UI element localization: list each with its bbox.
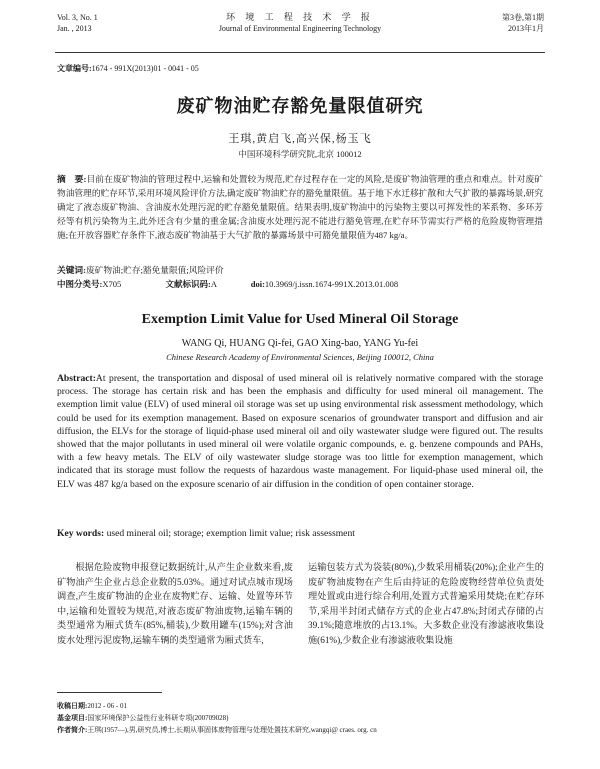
title-en: Exemption Limit Value for Used Mineral Oil Storage xyxy=(141,312,459,327)
classification-line xyxy=(57,278,543,290)
author-label: 作者简介: xyxy=(57,726,88,734)
received-label: 收稿日期: xyxy=(57,702,88,710)
abstract-en-label: Abstract: xyxy=(57,373,96,384)
abstract-cn-text: 目前在废矿物油的管理过程中,运输和处置较为规范,贮存过程存在一定的风险,是废矿物油管理的重点和难点。针对废矿物油管理的贮存环节,采用环境风险评价方法,确定废矿物油贮存的豁免量限值。基于地下水迁移扩散和大气扩散的暴露场景,研究确定了液态废矿物油、含油废水处理污泥的贮存豁免量限值。结果表明,废矿物油中的污染物主要以可挥发性的苯系物、多环芳烃等有机污染物为主,此外还含有少量的重金属;含油废水处理污泥不能进行豁免管理,在贮存环节需实行严格的危险废物管理措施;在开放容器贮存条件下,液态废矿物油基于大气扩散的暴露场景中可豁免量限值为487 kg/a。 xyxy=(57,174,543,240)
clc-label: 中图分类号: xyxy=(57,279,103,289)
footnote-received xyxy=(57,700,377,712)
abstract-en xyxy=(57,372,543,491)
keywords-en-label: Key words: xyxy=(57,528,105,539)
date-cn: 2013年1月 xyxy=(508,24,544,33)
footnote-author xyxy=(57,724,377,736)
abstract-cn xyxy=(57,172,543,242)
keywords-cn-text: 废矿物油;贮存;豁免量限值;风险评价 xyxy=(85,265,224,275)
doc-code-label: 文献标识码: xyxy=(165,279,211,289)
affiliation-en: Chinese Research Academy of Environmental Sciences, Beijing 100012, China xyxy=(166,352,434,362)
header-rule xyxy=(55,52,545,53)
fund-label: 基金项目: xyxy=(57,714,88,722)
keywords-en-text: used mineral oil; storage; exemption limit value; risk assessment xyxy=(106,528,355,539)
article-number xyxy=(57,62,199,75)
affiliation-cn: 中国环境科学研究院,北京 100012 xyxy=(238,149,362,159)
body-column-right: 运输包装方式为袋装(80%),少数采用桶装(20%);企业产生的废矿物油废物在产生后由持证的危险废物经营单位负责处理处置或由进行综合利用,处置方式普遍采用焚烧;在贮存环节,采用半封闭式储存方式的企业占47.8%;封闭式存储的占39.1%;随意堆放的占13.1%。大多数企业没有渗滤液收集设施(61%),少数企业有渗滤液收集设施 xyxy=(308,562,544,645)
title-cn: 废矿物油贮存豁免量限值研究 xyxy=(176,96,424,117)
keywords-cn-label: 关键词: xyxy=(57,265,86,275)
volume-cn: 第3卷,第1期 xyxy=(502,13,544,22)
body-column-left: 根据危险废物申报登记数据统计,从产生企业数来看,废矿物油产生企业占总企业数的5.03%。通过对试点城市现场调查,产生废矿物油的企业在废物贮存、运输、处置等环节中,运输和处置较为规范,对液态废矿物油废物,运输车辆的类型通常为厢式货车(85%,桶装),少数用罐车(15%);对含油废水处理污泥废物,运输车辆的类型通常为厢式货车, xyxy=(57,562,293,645)
journal-name-en: Journal of Environmental Engineering Technology xyxy=(218,24,382,33)
keywords-en xyxy=(57,528,355,539)
author-value: 王琪(1957—),男,研究员,博士,长期从事固体废物管理与处理处置技术研究,wangqi@ craes. org. cn xyxy=(87,726,377,734)
date-en: Jan. , 2013 xyxy=(57,24,92,33)
article-number-value: 1674 - 991X(2013)01 - 0041 - 05 xyxy=(91,64,199,73)
footnote-fund xyxy=(57,712,377,724)
header-issue xyxy=(502,12,544,34)
fund-value: 国家环境保护公益性行业科研专项(200709028) xyxy=(87,714,229,722)
doi-value: 10.3969/j.issn.1674-991X.2013.01.008 xyxy=(264,279,399,289)
footnotes xyxy=(57,700,377,736)
keywords-cn xyxy=(57,264,224,276)
authors-en: WANG Qi, HUANG Qi-fei, GAO Xing-bao, YANG Yu-fei xyxy=(181,338,419,349)
doc-code-value: A xyxy=(210,279,217,289)
authors-cn: 王琪,黄启飞,高兴保,杨玉飞 xyxy=(228,133,372,145)
abstract-en-text: At present, the transportation and disposal of used mineral oil is relatively normative compared with the storage process. The storage has certain risk and has been the emphasis and difficulty for used mineral oil management. The exemption limit value (ELV) of used mineral oil storage was set up using environmental risk assessment methodology, which could be used for its exemption management. Based on exposure scenarios of groundwater transport and diffusion and air diffusion, the ELVs for the storage of liquid-phase used mineral oil and oily wastewater sludge were figured out. The results showed that the major pollutants in used mineral oil were volatile organic compounds, e. g. benzene compounds and PAHs, with a few heavy metals. The ELV of oily wastewater sludge storage was too little for exemption management, which indicated that its storage must follow the requests of hazardous waste management. For liquid-phase used mineral oil, the ELV was 487 kg/a based on the exposure scenario of air diffusion in the condition of open container storage. xyxy=(57,373,543,490)
article-number-label: 文章编号: xyxy=(57,64,92,73)
clc-value: X705 xyxy=(102,279,122,289)
footnote-rule xyxy=(57,692,162,693)
volume-en: Vol. 3, No. 1 xyxy=(57,13,98,22)
received-value: 2012 - 06 - 01 xyxy=(87,702,128,710)
journal-name-cn: 环 境 工 程 技 术 学 报 xyxy=(226,12,374,22)
abstract-cn-label: 摘 要: xyxy=(57,174,87,184)
doi-label: doi: xyxy=(250,279,265,289)
